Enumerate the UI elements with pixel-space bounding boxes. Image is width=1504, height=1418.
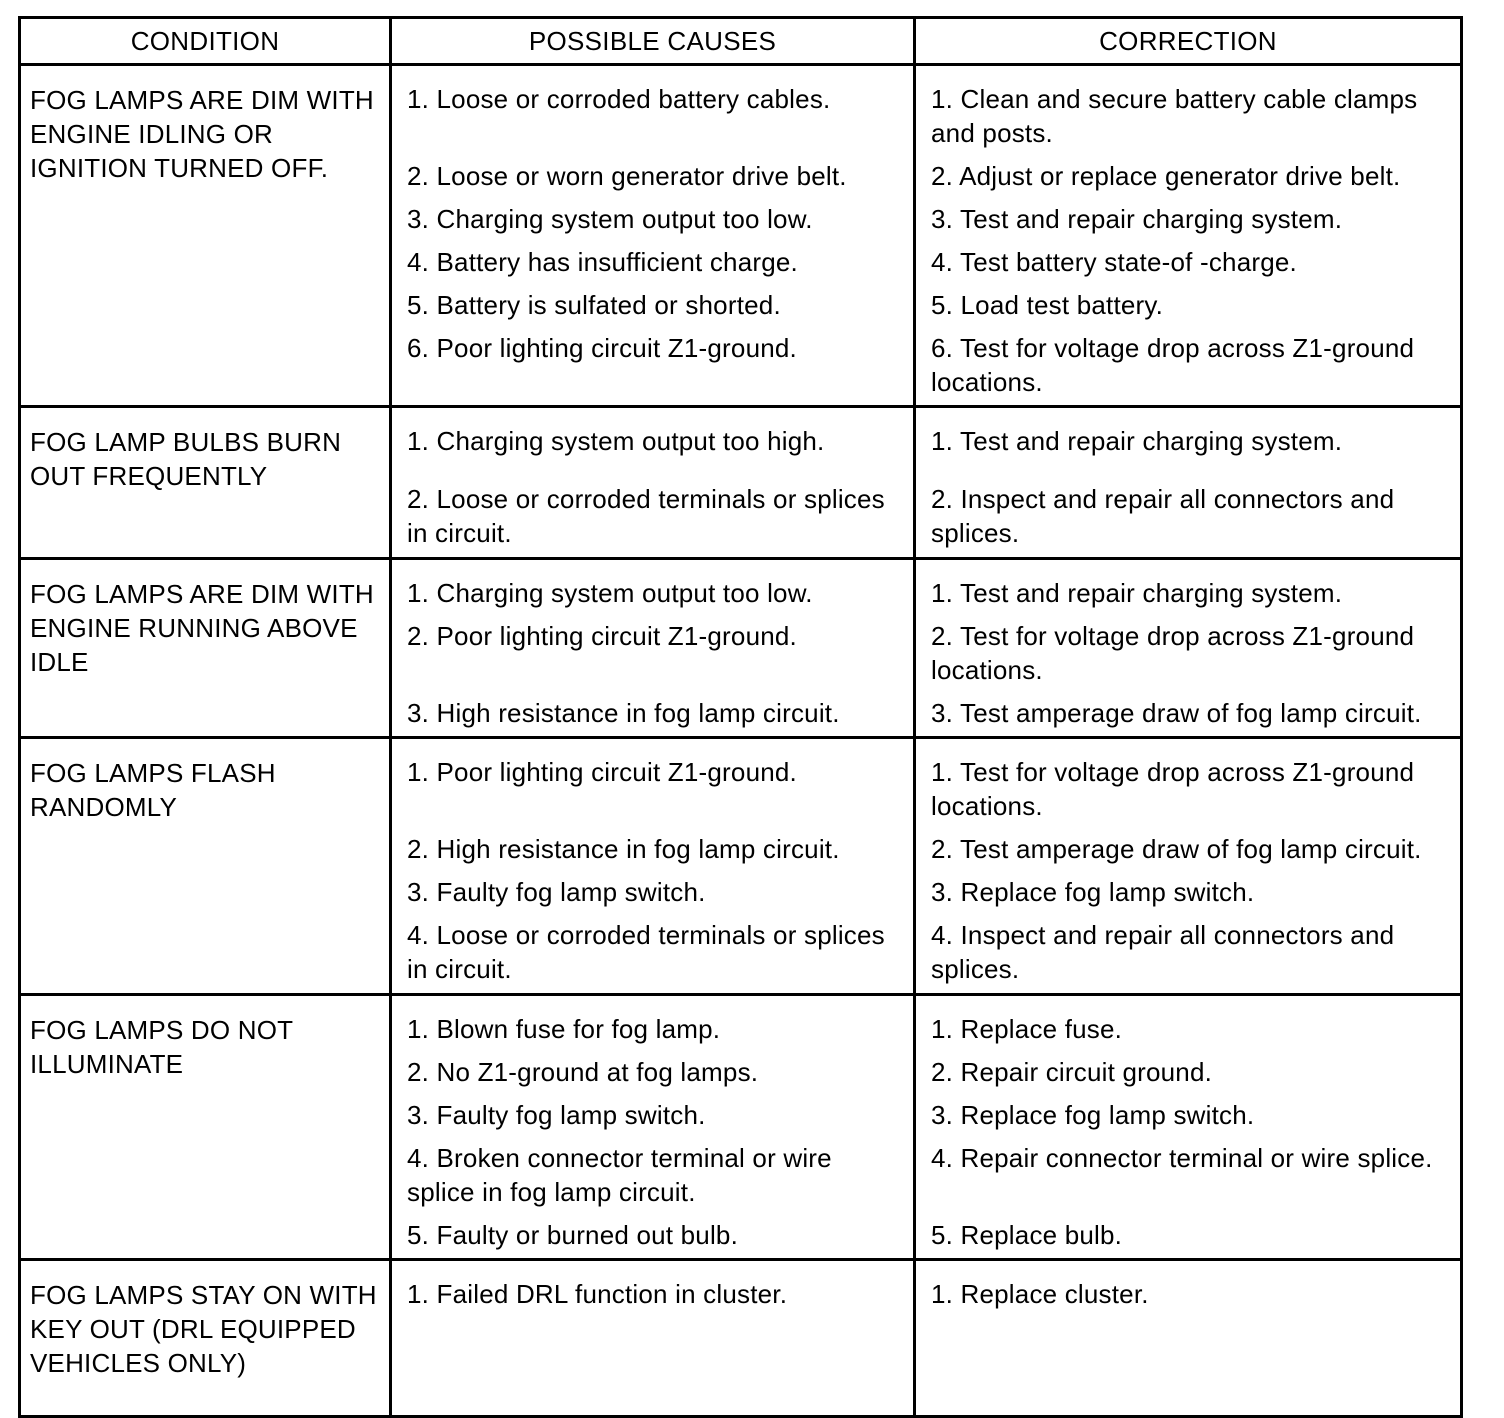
corrections-cell	[913, 560, 1460, 749]
table-row	[21, 1258, 1460, 1415]
condition-cell: FOG LAMPS DO NOT ILLUMINATE	[30, 1015, 293, 1079]
correction-item: 2. Repair circuit ground.	[931, 1057, 1213, 1087]
correction-item: 6. Test for voltage drop across Z1-ground locations.	[931, 333, 1422, 397]
causes-cell	[389, 408, 913, 569]
correction-item: 5. Load test battery.	[931, 290, 1164, 320]
cause-item: 5. Faulty or burned out bulb.	[407, 1220, 739, 1250]
correction-item: 1. Replace fuse.	[931, 1014, 1123, 1044]
table-header-row	[21, 19, 1460, 63]
correction-item: 2. Inspect and repair all connectors and splices.	[931, 484, 1402, 548]
cause-item: 1. Charging system output too low.	[407, 578, 813, 608]
cause-item: 1. Failed DRL function in cluster.	[407, 1279, 788, 1309]
corrections-cell	[913, 408, 1460, 569]
header-correction: CORRECTION	[913, 19, 1460, 63]
cause-item: 2. Poor lighting circuit Z1-ground.	[407, 621, 797, 651]
correction-item: 4. Test battery state-of -charge.	[931, 247, 1297, 277]
cause-item: 1. Blown fuse for fog lamp.	[407, 1014, 721, 1044]
header-condition: CONDITION	[130, 25, 280, 56]
condition-cell: FOG LAMPS FLASH RANDOMLY	[30, 758, 276, 822]
condition-cell: FOG LAMPS ARE DIM WITH ENGINE RUNNING ABOVE IDLE	[30, 579, 374, 677]
cause-item: 2. No Z1-ground at fog lamps.	[407, 1057, 759, 1087]
table-row	[21, 405, 1460, 557]
corrections-cell	[913, 66, 1460, 418]
cause-item: 3. Charging system output too low.	[407, 204, 813, 234]
causes-cell	[389, 996, 913, 1271]
cause-item: 2. Loose or corroded terminals or splices in circuit.	[407, 484, 893, 548]
cause-item: 4. Broken connector terminal or wire splice in fog lamp circuit.	[407, 1143, 840, 1207]
correction-item: 1. Test for voltage drop across Z1-ground locations.	[931, 757, 1422, 821]
causes-cell	[389, 1261, 913, 1415]
cause-item: 1. Charging system output too high.	[407, 426, 825, 456]
condition-cell: FOG LAMP BULBS BURN OUT FREQUENTLY	[30, 427, 342, 491]
corrections-cell	[913, 1261, 1460, 1415]
cause-item: 4. Loose or corroded terminals or splices in circuit.	[407, 920, 893, 984]
diagnosis-table	[18, 16, 1463, 1418]
correction-item: 3. Test and repair charging system.	[931, 204, 1343, 234]
cause-item: 6. Poor lighting circuit Z1-ground.	[407, 333, 797, 363]
table-row	[21, 63, 1460, 405]
correction-item: 3. Test amperage draw of fog lamp circuit.	[931, 698, 1422, 728]
correction-item: 1. Test and repair charging system.	[931, 578, 1343, 608]
table-row	[21, 736, 1460, 993]
cause-item: 4. Battery has insufficient charge.	[407, 247, 798, 277]
cause-item: 5. Battery is sulfated or shorted.	[407, 290, 781, 320]
cause-item: 3. Faulty fog lamp switch.	[407, 1100, 706, 1130]
header-possible-causes: POSSIBLE CAUSES	[389, 19, 913, 63]
condition-cell: FOG LAMPS STAY ON WITH KEY OUT (DRL EQUIPPED VEHICLES ONLY)	[30, 1280, 377, 1378]
correction-item: 3. Replace fog lamp switch.	[931, 877, 1255, 907]
causes-cell	[389, 560, 913, 749]
corrections-cell	[913, 996, 1460, 1271]
cause-item: 1. Loose or corroded battery cables.	[407, 84, 831, 114]
causes-cell	[389, 66, 913, 418]
correction-item: 2. Test for voltage drop across Z1-ground locations.	[931, 621, 1422, 685]
condition-cell: FOG LAMPS ARE DIM WITH ENGINE IDLING OR IGNITION TURNED OFF.	[30, 85, 374, 183]
causes-cell	[389, 739, 913, 1005]
corrections-cell	[913, 739, 1460, 1005]
cause-item: 2. High resistance in fog lamp circuit.	[407, 834, 840, 864]
cause-item: 2. Loose or worn generator drive belt.	[407, 161, 847, 191]
correction-item: 1. Replace cluster.	[931, 1279, 1149, 1309]
table-row	[21, 557, 1460, 736]
table-row	[21, 993, 1460, 1258]
cause-item: 1. Poor lighting circuit Z1-ground.	[407, 757, 797, 787]
correction-item: 5. Replace bulb.	[931, 1220, 1123, 1250]
correction-item: 2. Adjust or replace generator drive belt.	[931, 161, 1401, 191]
correction-item: 4. Inspect and repair all connectors and splices.	[931, 920, 1402, 984]
correction-item: 4. Repair connector terminal or wire splice.	[931, 1143, 1433, 1173]
correction-item: 1. Clean and secure battery cable clamps and posts.	[931, 84, 1425, 148]
cause-item: 3. Faulty fog lamp switch.	[407, 877, 706, 907]
correction-item: 3. Replace fog lamp switch.	[931, 1100, 1255, 1130]
cause-item: 3. High resistance in fog lamp circuit.	[407, 698, 840, 728]
correction-item: 1. Test and repair charging system.	[931, 426, 1343, 456]
correction-item: 2. Test amperage draw of fog lamp circuit.	[931, 834, 1422, 864]
